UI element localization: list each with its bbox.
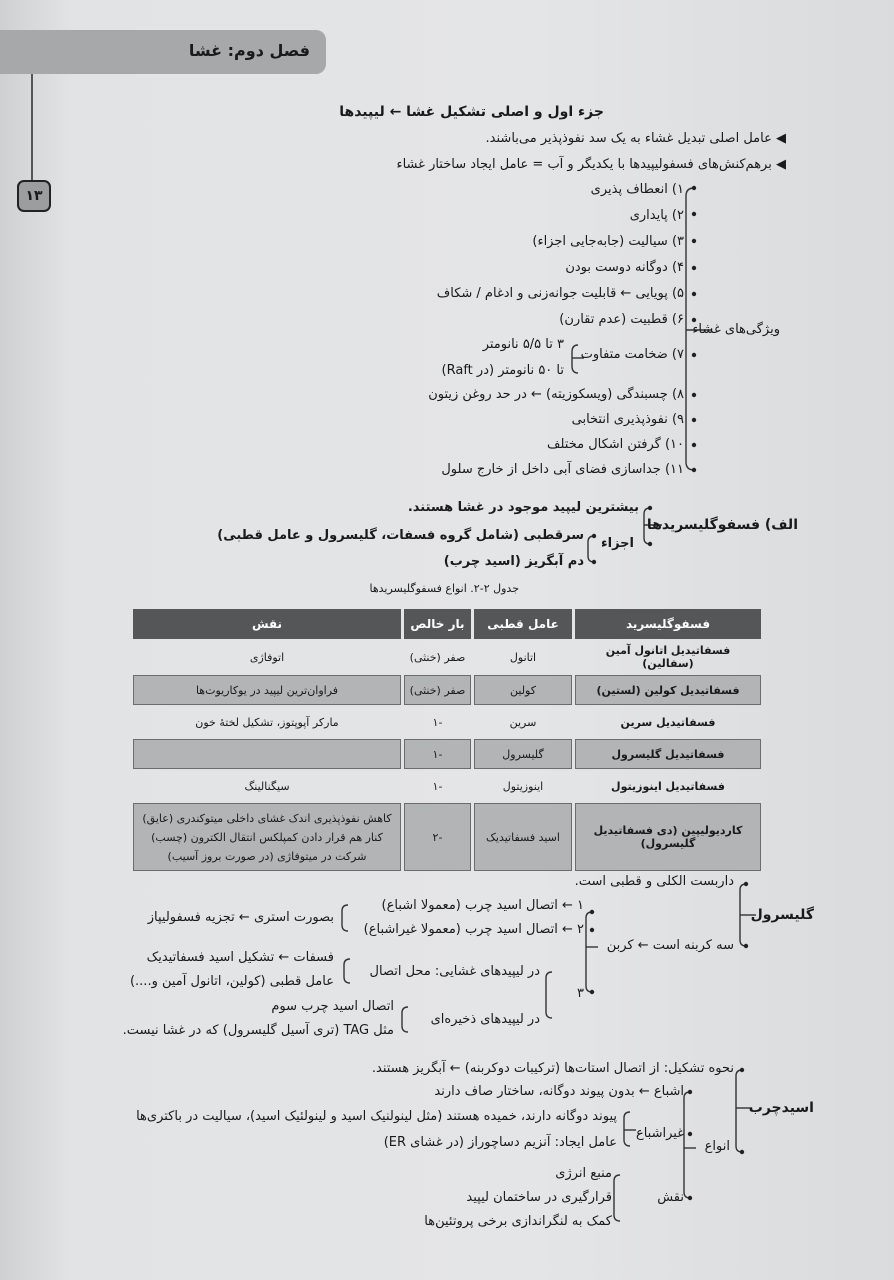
table-cell: صفر (خنثی) (409, 650, 466, 664)
table-cell: -۲ (404, 803, 471, 871)
carbon-1: ۱ ← اتصال اسید چرب (معمولا اشباع) (381, 898, 584, 913)
table-cell: سیگنالینگ (244, 779, 290, 793)
phosphate-link: فسفات ← تشکیل اسید فسفاتیدیک (146, 950, 334, 965)
role-1: منبع انرژی (555, 1166, 612, 1181)
phosphoglyceride-table (130, 606, 764, 874)
ester-bond: بصورت استری ← تجزیه فسفولیپاز (147, 910, 334, 925)
table-cell: کاهش نفوذپذیری اندک غشای داخلی میتوکندری (عایق) کنار هم قرار دادن کمپلکس انتقال الکترون (چسب) شرکت در میتوفاژی (در صورت بروز آسیب) (133, 803, 401, 871)
fatty-acid-label: اسیدچرب (748, 1100, 814, 1116)
table-cell: کولین (474, 675, 572, 705)
role-3: کمک به لنگراندازی برخی پروتئین‌ها (424, 1214, 612, 1229)
carbon-2: ۲ ← اتصال اسید چرب (معمولا غیراشباع) (363, 922, 584, 937)
bullet-2: ◀ برهم‌کنش‌های فسفولیپیدها با یکدیگر و آب = عامل ایجاد ساختار غشاء (396, 157, 786, 172)
feature-8: ۸) چسبندگی (ویسکوزیته) ← در حد روغن زیتون (428, 387, 684, 402)
table-caption: جدول ۲-۲. انواع فسفوگلیسریدها (369, 582, 519, 595)
parts-label: اجزاء (600, 536, 634, 551)
table-row (133, 642, 761, 672)
table-cell: کاردیولیپین (دی فسفاتیدیل گلیسرول) (575, 803, 761, 871)
table-header: بار خالص (404, 609, 471, 639)
table-row (133, 675, 761, 705)
table-cell: -۱ (432, 715, 443, 729)
hydrophobic-tail: دم آبگریز (اسید چرب) (443, 554, 584, 569)
chapter-title: فصل دوم: غشا (188, 41, 310, 60)
table-header: فسفوگلیسرید (575, 609, 761, 639)
carbon-3: ۳ (577, 986, 584, 1001)
tag-note: مثل TAG (تری آسیل گلیسرول) که در غشا نیست. (122, 1023, 394, 1038)
table-cell: اتوفاژی (249, 650, 285, 664)
table-cell: گلیسرول (474, 739, 572, 769)
table-cell: فسفاتیدیل کولین (لستین) (575, 675, 761, 705)
section-title: جزء اول و اصلی تشکیل غشا ← لیپیدها (339, 104, 604, 120)
table-cell: فسفاتیدیل گلیسرول (575, 739, 761, 769)
table-cell: سرین (509, 715, 537, 729)
thickness-1: ۳ تا ۵/۵ نانومتر (482, 337, 564, 352)
role-label: نقش (657, 1190, 684, 1205)
table-cell: -۱ (432, 779, 443, 793)
table-cell: مارکر آپوپتوز، تشکیل لختهٔ خون (195, 715, 339, 729)
polar-group: عامل قطبی (کولین، اتانول آمین و....) (129, 974, 334, 989)
table-cell: فراوان‌ترین لیپید در یوکاریوت‌ها (133, 675, 401, 705)
phospholipid-point: بیشترین لیپید موجود در غشا هستند. (407, 500, 639, 515)
table-cell: فسفاتیدیل اتانول آمین (سفالین) (605, 644, 731, 670)
polar-head: سرقطبی (شامل گروه فسفات، گلیسرول و عامل قطبی) (217, 528, 584, 543)
table-row (133, 708, 761, 736)
thickness-2: تا ۵۰ نانومتر (در Raft) (441, 363, 564, 378)
phospholipid-title: الف) فسفوگلیسریدها (646, 517, 798, 533)
table-cell: صفر (خنثی) (404, 675, 471, 705)
unsaturated-label: غیراشباع (635, 1126, 684, 1141)
bullet-1: ◀ عامل اصلی تبدیل غشاء به یک سد نفوذپذیر می‌باشند. (485, 131, 786, 146)
features-label: ویژگی‌های غشاء (692, 322, 780, 337)
table-cell (133, 739, 401, 769)
table-header: عامل قطبی (474, 609, 572, 639)
membrane-lipids: در لیپیدهای غشایی: محل اتصال (369, 964, 540, 979)
feature-4: ۴) دوگانه دوست بودن (565, 260, 684, 275)
table-cell: فسفاتیدیل اینوزیتول (611, 779, 725, 793)
formation: نحوه تشکیل: از اتصال استات‌ها (ترکیبات دوکربنه) ← آبگریز هستند. (371, 1061, 734, 1076)
table-row (133, 772, 761, 800)
feature-2: ۲) پایداری (629, 208, 684, 223)
table-cell: اسید فسفاتیدیک (474, 803, 572, 871)
glycerol-point-2: سه کربنه است ← کربن (606, 938, 734, 953)
table-cell: اینوزیتول (502, 779, 544, 793)
unsaturated-desc: پیوند دوگانه دارند، خمیده هستند (مثل لینولنیک اسید و لینولئیک اسید)، سیالیت در باکتری‌ها (136, 1109, 617, 1124)
table-cell: فسفاتیدیل سرین (620, 715, 716, 729)
third-fatty-acid: اتصال اسید چرب سوم (271, 999, 394, 1014)
desaturase: عامل ایجاد: آنزیم دساچوراز (در غشای ER) (383, 1135, 617, 1150)
feature-5: ۵) پویایی ← قابلیت جوانه‌زنی و ادغام / شکاف (436, 286, 684, 301)
storage-lipids: در لیپیدهای ذخیره‌ای (430, 1012, 540, 1027)
glycerol-label: گلیسرول (750, 907, 814, 923)
page-number: ۱۳ (17, 180, 51, 212)
feature-10: ۱۰) گرفتن اشکال مختلف (547, 437, 684, 452)
table-row (133, 803, 761, 871)
role-2: قرارگیری در ساختمان لیپید (466, 1190, 612, 1205)
feature-3: ۳) سیالیت (جابه‌جایی اجزاء) (532, 234, 684, 249)
table-header: نقش (133, 609, 401, 639)
types-label: انواع (704, 1139, 730, 1154)
feature-7: ۷) ضخامت متفاوت (580, 347, 684, 362)
glycerol-point-1: داربست الکلی و قطبی است. (574, 874, 734, 889)
feature-11: ۱۱) جداسازی فضای آبی داخل از خارج سلول (441, 462, 684, 477)
saturated: اشباع ← بدون پیوند دوگانه، ساختار صاف دارند (434, 1084, 684, 1099)
table-cell: -۱ (404, 739, 471, 769)
feature-1: ۱) انعطاف پذیری (590, 182, 684, 197)
table-cell: اتانول (509, 650, 537, 664)
table-row (133, 739, 761, 769)
feature-9: ۹) نفوذپذیری انتخابی (571, 412, 684, 427)
feature-6: ۶) قطبیت (عدم تقارن) (559, 312, 684, 327)
